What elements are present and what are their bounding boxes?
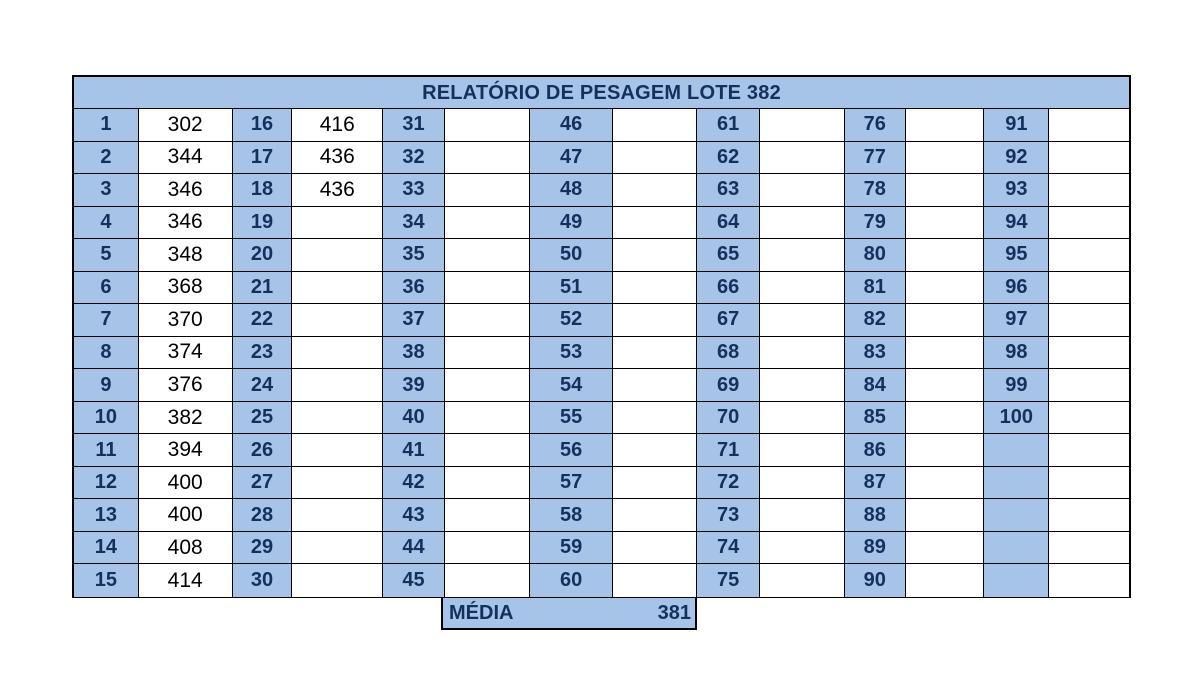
- index-cell: 44: [383, 532, 445, 565]
- index-cell: 47: [530, 142, 614, 175]
- weight-cell: [906, 337, 985, 370]
- index-column: [383, 109, 445, 597]
- index-cell: 1: [74, 109, 139, 142]
- weight-cell: 376: [139, 369, 233, 402]
- index-cell: 26: [233, 434, 293, 467]
- weight-cell: [760, 564, 845, 597]
- weight-cell: [906, 109, 985, 142]
- index-cell: 22: [233, 304, 293, 337]
- index-cell: 61: [697, 109, 760, 142]
- index-cell: 74: [697, 532, 760, 565]
- weight-cell: [292, 467, 383, 500]
- weight-cell: [292, 402, 383, 435]
- weight-cell: 408: [139, 532, 233, 565]
- weight-cell: 368: [139, 272, 233, 305]
- weight-cell: [1049, 337, 1129, 370]
- index-cell: 81: [845, 272, 906, 305]
- weight-cell: [1049, 142, 1129, 175]
- weight-cell: [1049, 304, 1129, 337]
- weight-cell: 436: [292, 142, 383, 175]
- weight-cell: [760, 109, 845, 142]
- weight-cell: [445, 532, 530, 565]
- index-cell: 15: [74, 564, 139, 597]
- weight-cell: [292, 434, 383, 467]
- index-cell: 88: [845, 499, 906, 532]
- index-cell: 50: [530, 239, 614, 272]
- index-cell: 46: [530, 109, 614, 142]
- weight-cell: 302: [139, 109, 233, 142]
- weight-cell: [906, 499, 985, 532]
- index-cell: 35: [383, 239, 445, 272]
- index-cell: 7: [74, 304, 139, 337]
- index-cell: 57: [530, 467, 614, 500]
- index-cell: 78: [845, 174, 906, 207]
- index-cell: 91: [984, 109, 1049, 142]
- weight-cell: 374: [139, 337, 233, 370]
- weight-cell: [445, 304, 530, 337]
- index-cell: 58: [530, 499, 614, 532]
- index-cell: 45: [383, 564, 445, 597]
- index-cell: 85: [845, 402, 906, 435]
- weight-cell: [906, 402, 985, 435]
- index-cell: 100: [984, 402, 1049, 435]
- index-cell: 38: [383, 337, 445, 370]
- weight-column: [613, 109, 697, 597]
- weight-cell: [445, 142, 530, 175]
- weight-cell: [613, 369, 697, 402]
- average-label: MÉDIA: [449, 601, 514, 624]
- weight-cell: 348: [139, 239, 233, 272]
- index-cell: 29: [233, 532, 293, 565]
- weight-cell: [1049, 369, 1129, 402]
- index-cell: 12: [74, 467, 139, 500]
- index-column: [984, 109, 1049, 597]
- index-cell: 23: [233, 337, 293, 370]
- index-cell: [984, 564, 1049, 597]
- index-cell: 48: [530, 174, 614, 207]
- weight-cell: 416: [292, 109, 383, 142]
- index-cell: 8: [74, 337, 139, 370]
- index-cell: [984, 532, 1049, 565]
- index-cell: 62: [697, 142, 760, 175]
- weight-cell: [445, 564, 530, 597]
- weight-cell: 346: [139, 207, 233, 240]
- weight-cell: 370: [139, 304, 233, 337]
- weight-cell: [760, 304, 845, 337]
- index-cell: 33: [383, 174, 445, 207]
- index-cell: 93: [984, 174, 1049, 207]
- weight-cell: [1049, 109, 1129, 142]
- index-cell: 36: [383, 272, 445, 305]
- index-column: [74, 109, 139, 597]
- weight-cell: [445, 207, 530, 240]
- index-cell: 39: [383, 369, 445, 402]
- weight-cell: [445, 337, 530, 370]
- weight-cell: 400: [139, 467, 233, 500]
- weight-cell: [760, 272, 845, 305]
- index-cell: 98: [984, 337, 1049, 370]
- average-value: 381: [657, 601, 691, 624]
- index-column: [530, 109, 614, 597]
- index-cell: 79: [845, 207, 906, 240]
- weight-cell: [760, 142, 845, 175]
- index-cell: 84: [845, 369, 906, 402]
- index-cell: 4: [74, 207, 139, 240]
- weighing-report-table: [72, 75, 1131, 598]
- weight-cell: [760, 369, 845, 402]
- index-cell: 76: [845, 109, 906, 142]
- index-cell: 18: [233, 174, 293, 207]
- weight-cell: 436: [292, 174, 383, 207]
- index-cell: 24: [233, 369, 293, 402]
- index-column: [845, 109, 906, 597]
- index-cell: 25: [233, 402, 293, 435]
- weight-cell: [445, 272, 530, 305]
- weight-cell: [613, 304, 697, 337]
- weight-cell: [906, 369, 985, 402]
- weight-cell: [445, 239, 530, 272]
- index-cell: 95: [984, 239, 1049, 272]
- weight-cell: [760, 532, 845, 565]
- weight-cell: [292, 337, 383, 370]
- index-cell: 43: [383, 499, 445, 532]
- index-cell: 68: [697, 337, 760, 370]
- weight-cell: [760, 207, 845, 240]
- index-cell: 75: [697, 564, 760, 597]
- weight-cell: [1049, 239, 1129, 272]
- weight-column: [1049, 109, 1129, 597]
- index-cell: 21: [233, 272, 293, 305]
- index-cell: 17: [233, 142, 293, 175]
- index-cell: 70: [697, 402, 760, 435]
- index-cell: 32: [383, 142, 445, 175]
- index-cell: 20: [233, 239, 293, 272]
- weight-column: [445, 109, 530, 597]
- weight-cell: [1049, 272, 1129, 305]
- index-cell: 41: [383, 434, 445, 467]
- index-cell: 63: [697, 174, 760, 207]
- index-cell: 69: [697, 369, 760, 402]
- weight-cell: [445, 369, 530, 402]
- index-cell: 6: [74, 272, 139, 305]
- weight-cell: [906, 207, 985, 240]
- index-cell: [984, 434, 1049, 467]
- index-cell: 53: [530, 337, 614, 370]
- weight-cell: [906, 467, 985, 500]
- weight-cell: [1049, 532, 1129, 565]
- index-cell: 89: [845, 532, 906, 565]
- weight-cell: [613, 337, 697, 370]
- average-box: [441, 598, 697, 630]
- weight-cell: [1049, 402, 1129, 435]
- index-cell: 97: [984, 304, 1049, 337]
- weight-cell: [292, 564, 383, 597]
- index-cell: 30: [233, 564, 293, 597]
- weight-cell: [292, 239, 383, 272]
- index-cell: 5: [74, 239, 139, 272]
- index-cell: [984, 467, 1049, 500]
- weight-column: [139, 109, 233, 597]
- weight-cell: [1049, 207, 1129, 240]
- weight-cell: [906, 174, 985, 207]
- index-cell: 99: [984, 369, 1049, 402]
- weight-cell: [760, 337, 845, 370]
- index-cell: 31: [383, 109, 445, 142]
- index-cell: 94: [984, 207, 1049, 240]
- weight-cell: [1049, 467, 1129, 500]
- index-column: [697, 109, 760, 597]
- weight-cell: [445, 402, 530, 435]
- weight-column: [292, 109, 383, 597]
- index-column: [233, 109, 293, 597]
- index-cell: 16: [233, 109, 293, 142]
- index-cell: 73: [697, 499, 760, 532]
- weight-cell: [906, 564, 985, 597]
- index-cell: 9: [74, 369, 139, 402]
- weight-cell: [292, 369, 383, 402]
- weight-cell: 394: [139, 434, 233, 467]
- index-cell: 27: [233, 467, 293, 500]
- index-cell: 83: [845, 337, 906, 370]
- weight-column: [760, 109, 845, 597]
- weight-cell: [613, 402, 697, 435]
- index-cell: 13: [74, 499, 139, 532]
- weight-cell: [613, 207, 697, 240]
- weight-cell: [613, 467, 697, 500]
- index-cell: 60: [530, 564, 614, 597]
- weight-cell: [1049, 499, 1129, 532]
- index-cell: 96: [984, 272, 1049, 305]
- index-cell: 11: [74, 434, 139, 467]
- weight-cell: [613, 174, 697, 207]
- index-cell: 66: [697, 272, 760, 305]
- weight-cell: [760, 499, 845, 532]
- weight-cell: [445, 434, 530, 467]
- index-cell: 86: [845, 434, 906, 467]
- weight-cell: [445, 174, 530, 207]
- index-cell: 40: [383, 402, 445, 435]
- weight-cell: [613, 272, 697, 305]
- weight-cell: [760, 239, 845, 272]
- index-cell: 49: [530, 207, 614, 240]
- weight-cell: [906, 532, 985, 565]
- weight-cell: [292, 532, 383, 565]
- weight-cell: 382: [139, 402, 233, 435]
- weight-cell: [760, 467, 845, 500]
- index-cell: 37: [383, 304, 445, 337]
- weight-cell: 344: [139, 142, 233, 175]
- weight-cell: [445, 109, 530, 142]
- weight-cell: [1049, 564, 1129, 597]
- index-cell: 10: [74, 402, 139, 435]
- weight-cell: [906, 304, 985, 337]
- weight-cell: 346: [139, 174, 233, 207]
- weight-cell: [760, 174, 845, 207]
- index-cell: 56: [530, 434, 614, 467]
- weight-cell: [760, 434, 845, 467]
- index-cell: 64: [697, 207, 760, 240]
- weight-cell: [1049, 174, 1129, 207]
- weight-cell: [906, 142, 985, 175]
- weight-cell: [613, 239, 697, 272]
- index-cell: 72: [697, 467, 760, 500]
- weights-grid: [74, 109, 1129, 597]
- index-cell: 59: [530, 532, 614, 565]
- index-cell: 92: [984, 142, 1049, 175]
- weight-cell: [292, 272, 383, 305]
- weight-cell: [613, 499, 697, 532]
- weight-cell: [906, 239, 985, 272]
- weight-cell: [292, 499, 383, 532]
- weight-cell: [760, 402, 845, 435]
- index-cell: 51: [530, 272, 614, 305]
- index-cell: 52: [530, 304, 614, 337]
- index-cell: 67: [697, 304, 760, 337]
- weight-cell: 414: [139, 564, 233, 597]
- weight-cell: [613, 564, 697, 597]
- weight-cell: [906, 434, 985, 467]
- index-cell: 3: [74, 174, 139, 207]
- index-cell: 42: [383, 467, 445, 500]
- weight-cell: [906, 272, 985, 305]
- index-cell: 80: [845, 239, 906, 272]
- weight-cell: [445, 499, 530, 532]
- index-cell: 90: [845, 564, 906, 597]
- index-cell: 82: [845, 304, 906, 337]
- index-cell: 87: [845, 467, 906, 500]
- weight-cell: [613, 532, 697, 565]
- index-cell: 54: [530, 369, 614, 402]
- index-cell: 65: [697, 239, 760, 272]
- index-cell: 34: [383, 207, 445, 240]
- weight-cell: [292, 304, 383, 337]
- weight-cell: 400: [139, 499, 233, 532]
- report-title: RELATÓRIO DE PESAGEM LOTE 382: [74, 77, 1129, 109]
- index-cell: 77: [845, 142, 906, 175]
- index-cell: [984, 499, 1049, 532]
- index-cell: 28: [233, 499, 293, 532]
- index-cell: 14: [74, 532, 139, 565]
- index-cell: 2: [74, 142, 139, 175]
- index-cell: 19: [233, 207, 293, 240]
- weight-cell: [1049, 434, 1129, 467]
- index-cell: 55: [530, 402, 614, 435]
- weight-column: [906, 109, 985, 597]
- weight-cell: [613, 434, 697, 467]
- weight-cell: [292, 207, 383, 240]
- weight-cell: [613, 142, 697, 175]
- index-cell: 71: [697, 434, 760, 467]
- weight-cell: [613, 109, 697, 142]
- weight-cell: [445, 467, 530, 500]
